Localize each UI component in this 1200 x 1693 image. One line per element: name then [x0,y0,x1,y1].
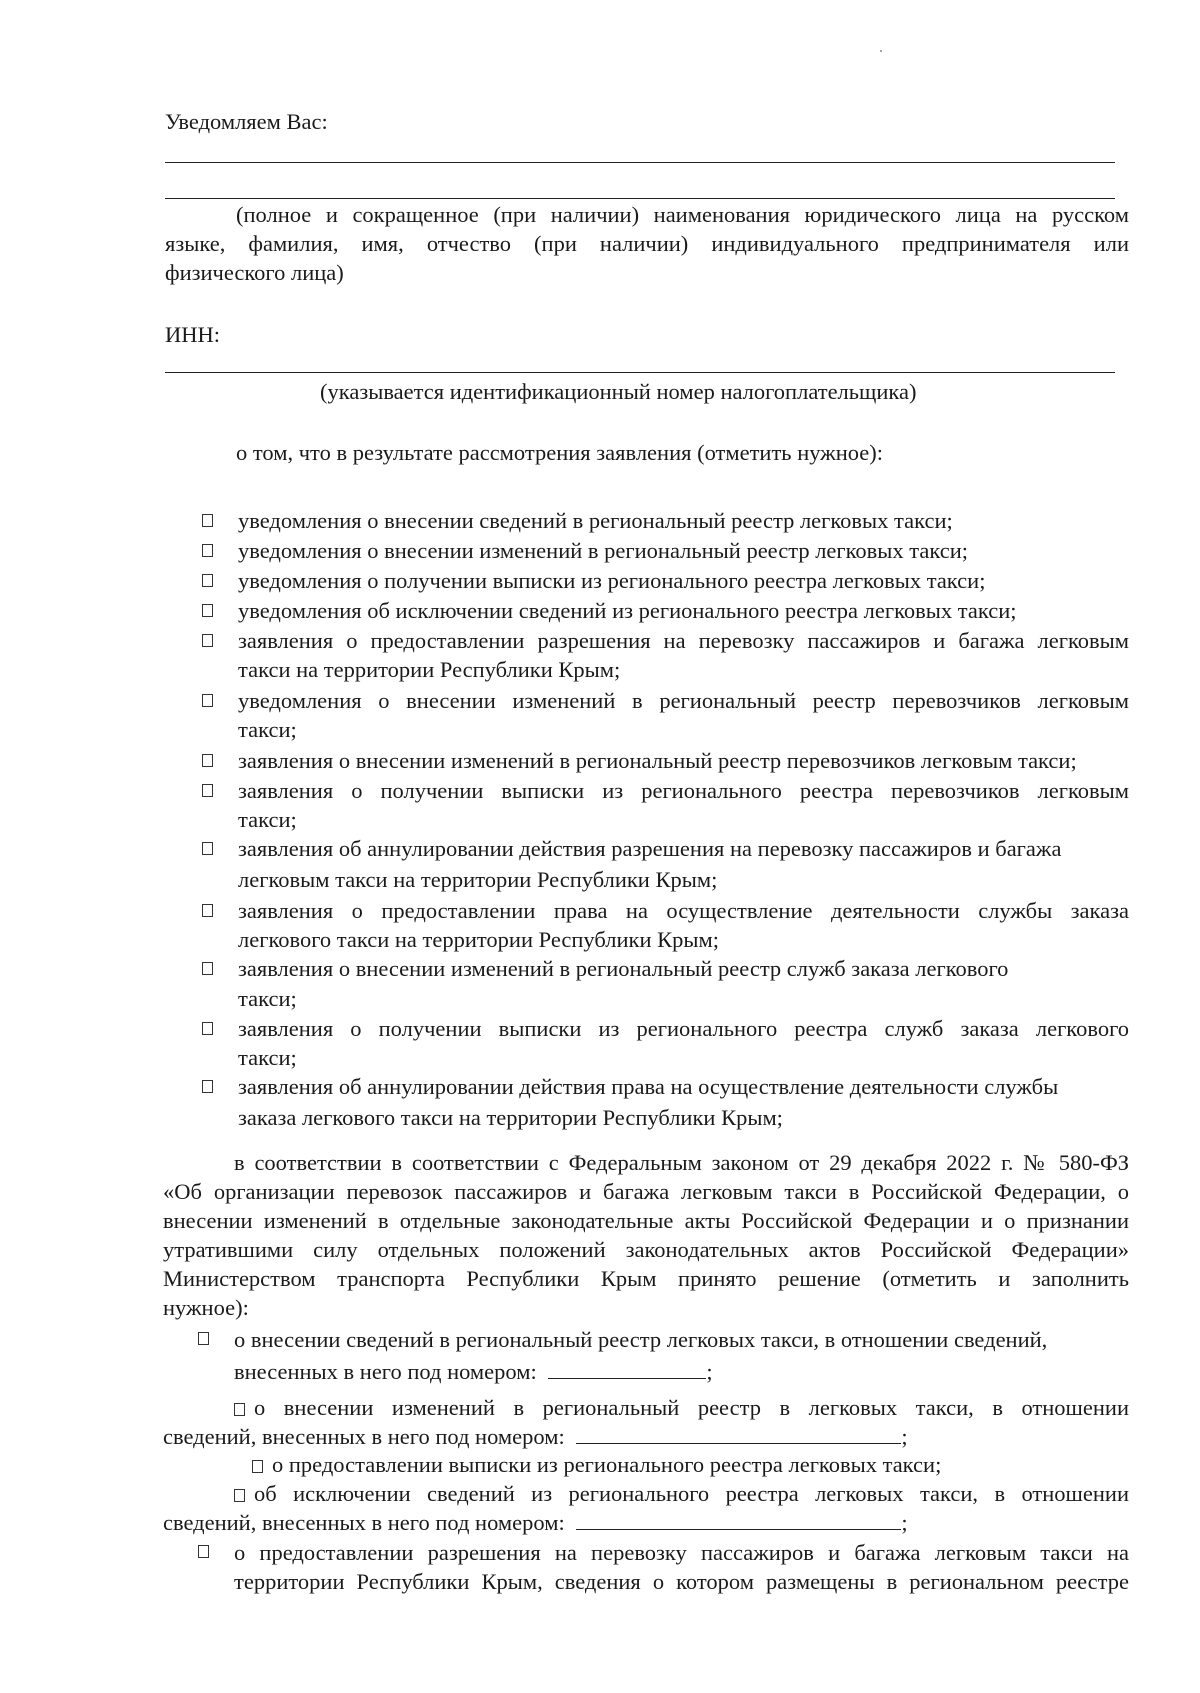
decision-5-line-2: территории Республики Крым, сведения о котором размещены в региональном реестре [234,1569,1129,1594]
name-line-2[interactable] [165,198,1115,199]
application-item-line: уведомления о внесении изменений в региональный реестр легковых такси; [238,538,969,563]
application-checkbox[interactable] [202,634,213,647]
application-item-line: такси; [238,986,297,1011]
application-item-line: легковым такси на территории Республики Крым; [238,867,718,892]
application-item [238,626,1129,684]
application-item [238,954,1008,1014]
application-item-line: легкового такси на территории Республики Крым; [238,927,719,952]
decision-2-line-2 [163,1422,908,1451]
application-item-line: такси; [238,807,297,832]
decision-3-text: о предоставлении выписки из регионального реестра легковых такси; [272,1452,942,1477]
decision-1-line-2 [234,1357,713,1386]
name-line-1[interactable] [165,162,1115,163]
application-checkbox[interactable] [202,842,213,855]
name-caption-line-3: физического лица) [165,260,344,285]
law-line-2: «Об организации перевозок пассажиров и багажа легковым такси в Российской Федерации, о [163,1179,1129,1204]
application-item-line: уведомления о внесении изменений в региональный реестр перевозчиков легковым [238,688,1129,713]
application-checkbox[interactable] [202,904,213,917]
application-checkbox[interactable] [202,604,213,617]
decision-2-number-field[interactable] [576,1423,901,1444]
application-item [238,776,1129,834]
name-caption-line-2: языке, фамилия, имя, отчество (при наличии) индивидуального предпринимателя или [165,231,1129,256]
application-item [238,506,953,535]
decision-2-label: сведений, внесенных в него под номером: [163,1424,565,1449]
application-checkbox[interactable] [202,574,213,587]
application-item [238,896,1129,954]
decision-4-line-1 [234,1479,1129,1508]
application-item [238,686,1129,744]
inn-label: ИНН: [165,322,220,347]
application-checkbox[interactable] [202,962,213,975]
application-item-line: заявления о получении выписки из регионального реестра служб заказа легкового [238,1016,1129,1041]
decision-2-text: о внесении изменений в региональный реестр в легковых такси, в отношении [254,1395,1129,1420]
decision-3-line-1 [252,1450,941,1479]
application-item [238,1014,1129,1072]
decision-4-number-field[interactable] [576,1509,901,1530]
application-item [238,746,1077,775]
decision-checkbox-4[interactable] [234,1489,245,1502]
application-item-line: заявления об аннулировании действия права на осуществление деятельности службы [238,1074,1059,1099]
application-item [238,566,985,595]
decision-2-semicolon: ; [901,1424,908,1449]
application-item-line: такси; [238,1045,297,1070]
application-item-line: такси на территории Республики Крым; [238,657,621,682]
application-item [238,834,1061,896]
law-line-1: в соответствии в соответствии с Федеральным законом от 29 декабря 2022 г. № 580-ФЗ [234,1150,1129,1175]
application-item-line: уведомления о внесении сведений в региональный реестр легковых такси; [238,508,953,533]
decision-checkbox-5[interactable] [198,1545,209,1558]
application-checkbox[interactable] [202,784,213,797]
decision-1-label: внесенных в него под номером: [234,1359,537,1384]
law-line-5: Министерством транспорта Республики Крым принято решение (отметить и заполнить [163,1266,1129,1291]
inn-caption: (указывается идентификационный номер налогоплательщика) [320,379,917,404]
application-checkbox[interactable] [202,1080,213,1093]
application-item-line: заявления о предоставлении права на осуществление деятельности службы заказа [238,898,1129,923]
application-item-line: заявления о предоставлении разрешения на перевозку пассажиров и багажа легковым [238,628,1129,653]
decision-1-number-field[interactable] [548,1358,706,1379]
law-line-3: внесении изменений в отдельные законодательные акты Российской Федерации и о признании [163,1208,1129,1233]
decision-checkbox-1[interactable] [198,1332,209,1345]
decision-checkbox-3[interactable] [252,1460,263,1473]
decision-4-label: сведений, внесенных в него под номером: [163,1510,565,1535]
application-item-line: уведомления о получении выписки из регионального реестра легковых такси; [238,568,986,593]
application-item-line: заявления о получении выписки из регионального реестра перевозчиков легковым [238,778,1129,803]
application-item [238,596,1017,625]
application-item-line: заявления о внесении изменений в региональный реестр перевозчиков легковым такси; [238,748,1077,773]
law-line-4: утратившими силу отдельных положений законодательных актов Российской Федерации» [163,1237,1129,1262]
application-item-line: заказа легкового такси на территории Республики Крым; [238,1105,783,1130]
intro-text: о том, что в результате рассмотрения заявления (отметить нужное): [236,440,884,465]
decision-4-semicolon: ; [901,1510,908,1535]
decision-1-line-1: о внесении сведений в региональный реестр легковых такси, в отношении сведений, [234,1327,1048,1352]
decision-4-line-2 [163,1508,908,1537]
application-item-line: такси; [238,717,297,742]
decision-4-text: об исключении сведений из регионального реестра легковых такси, в отношении [254,1481,1129,1506]
application-item [238,536,968,565]
application-checkbox[interactable] [202,544,213,557]
decision-1-semicolon: ; [706,1359,713,1384]
scan-speck [880,50,882,52]
decision-2-line-1 [234,1393,1129,1422]
name-caption-line-1: (полное и сокращенное (при наличии) наименования юридического лица на русском [236,202,1129,227]
law-line-6: нужное): [163,1295,249,1320]
application-item [238,1072,1058,1134]
inn-line[interactable] [165,372,1115,373]
application-item-line: заявления об аннулировании действия разрешения на перевозку пассажиров и багажа [238,836,1062,861]
decision-checkbox-2[interactable] [234,1403,245,1416]
application-checkbox[interactable] [202,754,213,767]
notify-label: Уведомляем Вас: [165,109,328,134]
application-item-line: заявления о внесении изменений в региональный реестр служб заказа легкового [238,956,1009,981]
decision-5-line-1: о предоставлении разрешения на перевозку пассажиров и багажа легковым такси на [234,1540,1129,1565]
application-checkbox[interactable] [202,694,213,707]
application-checkbox[interactable] [202,514,213,527]
application-item-line: уведомления об исключении сведений из регионального реестра легковых такси; [238,598,1017,623]
application-checkbox[interactable] [202,1022,213,1035]
